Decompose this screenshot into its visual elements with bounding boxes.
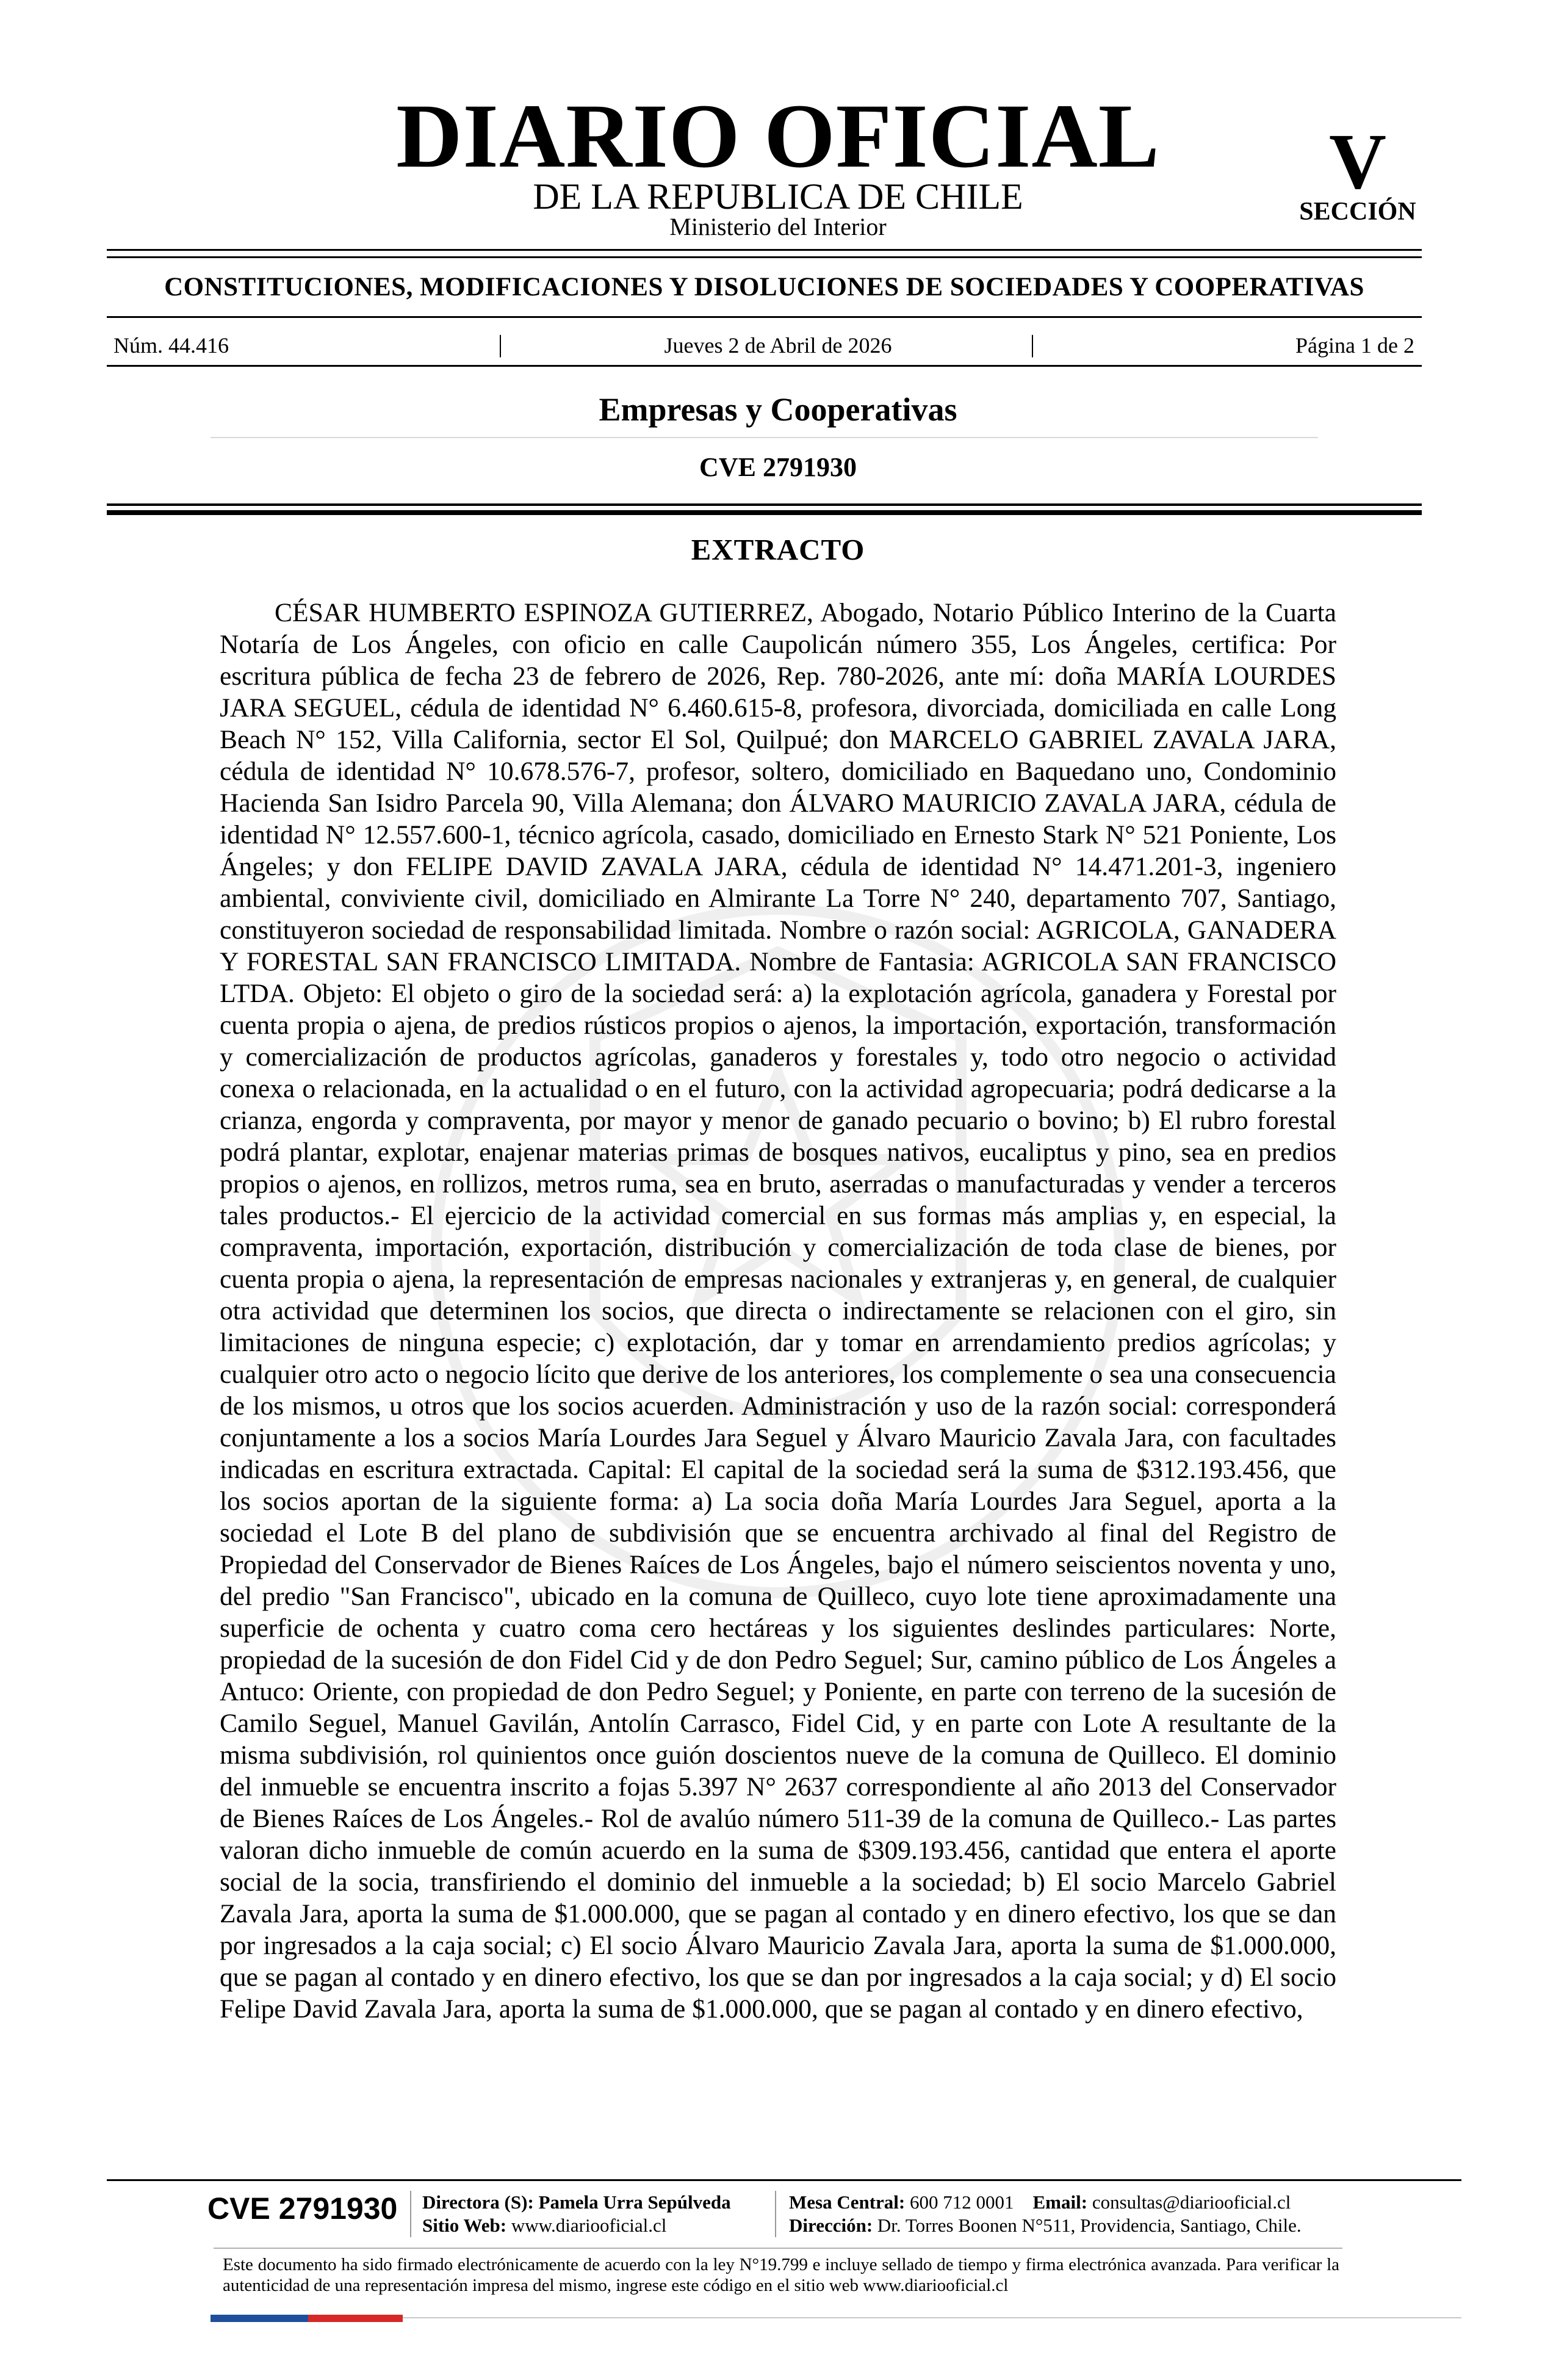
director-label: Directora (S): bbox=[422, 2191, 534, 2213]
address-label: Dirección: bbox=[789, 2215, 873, 2236]
meta-separator: | bbox=[498, 330, 503, 358]
issue-date: Jueves 2 de Abril de 2026 bbox=[664, 333, 892, 358]
meta-separator: | bbox=[1030, 330, 1036, 358]
footer-contact-column bbox=[422, 2191, 731, 2237]
issue-number: Núm. 44.416 bbox=[113, 333, 229, 358]
footer-separator bbox=[775, 2191, 776, 2237]
address-value: Dr. Torres Boonen N°511, Providencia, Santiago, Chile. bbox=[877, 2215, 1302, 2236]
document-body: CÉSAR HUMBERTO ESPINOZA GUTIERREZ, Abogado, Notario Público Interino de la Cuarta Notaría de Los Ángeles, con oficio en calle Caupolicán número 355, Los Ángeles, certifica: Por escritura pública de fecha 23 de febrero de 2026, Rep. 780-2026, ante mí: doña MARÍA LOURDES JARA SEGUEL, cédula de identidad N° 6.460.615-8, profesora, divorciada, domiciliada en calle Long Beach N° 152, Villa California, sector El Sol, Quilpué; don MARCELO GABRIEL ZAVALA JARA, cédula de identidad N° 10.678.576-7, profesor, soltero, domiciliado en Baquedano uno, Condominio Hacienda San Isidro Parcela 90, Villa Alemana; don ÁLVARO MAURICIO ZAVALA JARA, cédula de identidad N° 12.557.600-1, técnico agrícola, casado, domiciliado en Ernesto Stark N° 521 Poniente, Los Ángeles; y don FELIPE DAVID ZAVALA JARA, cédula de identidad N° 14.471.201-3, ingeniero ambiental, conviviente civil, domiciliado en Almirante La Torre N° 240, departamento 707, Santiago, constituyeron sociedad de responsabilidad limitada. Nombre o razón social: AGRICOLA, GANADERA Y FORESTAL SAN FRANCISCO LIMITADA. Nombre de Fantasia: AGRICOLA SAN FRANCISCO LTDA. Objeto: El objeto o giro de la sociedad será: a) la explotación agrícola, ganadera y Forestal por cuenta propia o ajena, de predios rústicos propios o ajenos, la importación, exportación, transformación y comercialización de productos agrícolas, ganaderos y forestales y, todo otro negocio o actividad conexa o relacionada, en la actualidad o en el futuro, con la actividad agropecuaria; podrá dedicarse a la crianza, engorda y compraventa, por mayor y menor de ganado pecuario o bovino; b) El rubro forestal podrá plantar, explotar, enajenar materias primas de bosques nativos, eucaliptus y pino, sea en predios propios o ajenos, en rollizos, metros ruma, sea en bruto, aserradas o manufacturadas y vender a terceros tales productos.- El ejercicio de la actividad comercial en sus formas más amplias y, en especial, la compraventa, importación, exportación, distribución y comercialización de toda clase de bienes, por cuenta propia o ajena, la representación de empresas nacionales y extranjeras y, en general, de cualquier otra actividad que determinen los socios, que directa o indirectamente se relacionen con el giro, sin limitaciones de ninguna especie; c) explotación, dar y tomar en arrendamiento predios agrícolas; y cualquier otro acto o negocio lícito que derive de los anteriores, los complemente o sea una consecuencia de los mismos, u otros que los socios acuerden. Administración y uso de la razón social: corresponderá conjuntamente a los a socios María Lourdes Jara Seguel y Álvaro Mauricio Zavala Jara, con facultades indicadas en escritura extractada. Capital: El capital de la sociedad será la suma de $312.193.456, que los socios aportan de la siguiente forma: a) La socia doña María Lourdes Jara Seguel, aporta a la sociedad el Lote B del plano de subdivisión que se encuentra archivado al final del Registro de Propiedad del Conservador de Bienes Raíces de Los Ángeles, bajo el número seiscientos noventa y uno, del predio "San Francisco", ubicado en la comuna de Quilleco, cuyo lote tiene aproximadamente una superficie de ochenta y cuatro coma cero hectáreas y los siguientes deslindes particulares: Norte, propiedad de la sucesión de don Fidel Cid y de don Pedro Seguel; Sur, camino público de Los Ángeles a Antuco: Oriente, con propiedad de don Pedro Seguel; y Poniente, en parte con terreno de la sucesión de Camilo Seguel, Manuel Gavilán, Antolín Carrasco, Fidel Cid, y en parte con Lote A resultante de la misma subdivisión, rol quinientos once guión doscientos nueve de la comuna de Quilleco. El dominio del inmueble se encuentra inscrito a fojas 5.397 N° 2637 correspondiente al año 2013 del Conservador de Bienes Raíces de Los Ángeles.- Rol de avalúo número 511-39 de la comuna de Quilleco.- Las partes valoran dicho inmueble de común acuerdo en la suma de $309.193.456, cantidad que entera el aporte social de la socia, transfiriendo el dominio del inmueble a la sociedad; b) El socio Marcelo Gabriel Zavala Jara, aporta la suma de $1.000.000, que se pagan al contado y en dinero efectivo, los que se dan por ingresados a la caja social; c) El socio Álvaro Mauricio Zavala Jara, aporta la suma de $1.000.000, que se pagan al contado y en dinero efectivo, los que se dan por ingresados a la caja social; y d) El socio Felipe David Zavala Jara, aporta la suma de $1.000.000, que se pagan al contado y en dinero efectivo, bbox=[220, 598, 1336, 2024]
newspaper-title: DIARIO OFICIAL bbox=[396, 85, 1160, 187]
section-title: Empresas y Cooperativas bbox=[599, 391, 957, 428]
section-title-divider bbox=[211, 437, 1318, 438]
body-divider bbox=[107, 503, 1422, 506]
header-divider bbox=[107, 256, 1422, 258]
flag-color-bar bbox=[211, 2315, 403, 2322]
flag-blue-stripe bbox=[211, 2315, 308, 2322]
website-label: Sitio Web: bbox=[422, 2215, 507, 2236]
email-link[interactable]: consultas@diariooficial.cl bbox=[1092, 2191, 1291, 2213]
newspaper-subtitle: DE LA REPUBLICA DE CHILE bbox=[533, 176, 1023, 217]
signature-note: Este documento ha sido firmado electrónicamente de acuerdo con la ley N°19.799 e incluye sellado de tiempo y firma electrónica avanzada. Para verificar la autenticidad de una representación impresa del mismo, ingrese este código en el sitio web www.diariooficial.cl bbox=[223, 2255, 1339, 2295]
section-label: SECCIÓN bbox=[1299, 198, 1416, 226]
phone-value: 600 712 0001 bbox=[910, 2191, 1014, 2213]
body-divider-thick bbox=[107, 510, 1422, 515]
document-heading: EXTRACTO bbox=[691, 533, 865, 566]
footer-separator bbox=[410, 2191, 411, 2237]
flag-red-stripe bbox=[308, 2315, 403, 2322]
email-label: Email: bbox=[1032, 2191, 1088, 2213]
footer-contact-column bbox=[789, 2191, 1302, 2237]
publication-category: CONSTITUCIONES, MODIFICACIONES Y DISOLUCIONES DE SOCIEDADES Y COOPERATIVAS bbox=[164, 273, 1364, 301]
footer-divider bbox=[214, 2248, 1342, 2249]
header-divider bbox=[107, 249, 1422, 251]
category-divider bbox=[107, 316, 1422, 318]
website-link[interactable]: www.diariooficial.cl bbox=[511, 2215, 667, 2236]
section-letter: V bbox=[1329, 118, 1386, 206]
footer-divider bbox=[403, 2317, 1461, 2318]
cve-code: CVE 2791930 bbox=[699, 452, 857, 482]
page-number: Página 1 de 2 bbox=[1295, 333, 1414, 358]
footer-cve-code: CVE 2791930 bbox=[207, 2191, 398, 2226]
ministry-label: Ministerio del Interior bbox=[669, 213, 887, 240]
phone-label: Mesa Central: bbox=[789, 2191, 906, 2213]
director-name: Pamela Urra Sepúlveda bbox=[538, 2191, 731, 2213]
meta-divider bbox=[107, 365, 1422, 367]
footer-divider bbox=[107, 2179, 1461, 2181]
